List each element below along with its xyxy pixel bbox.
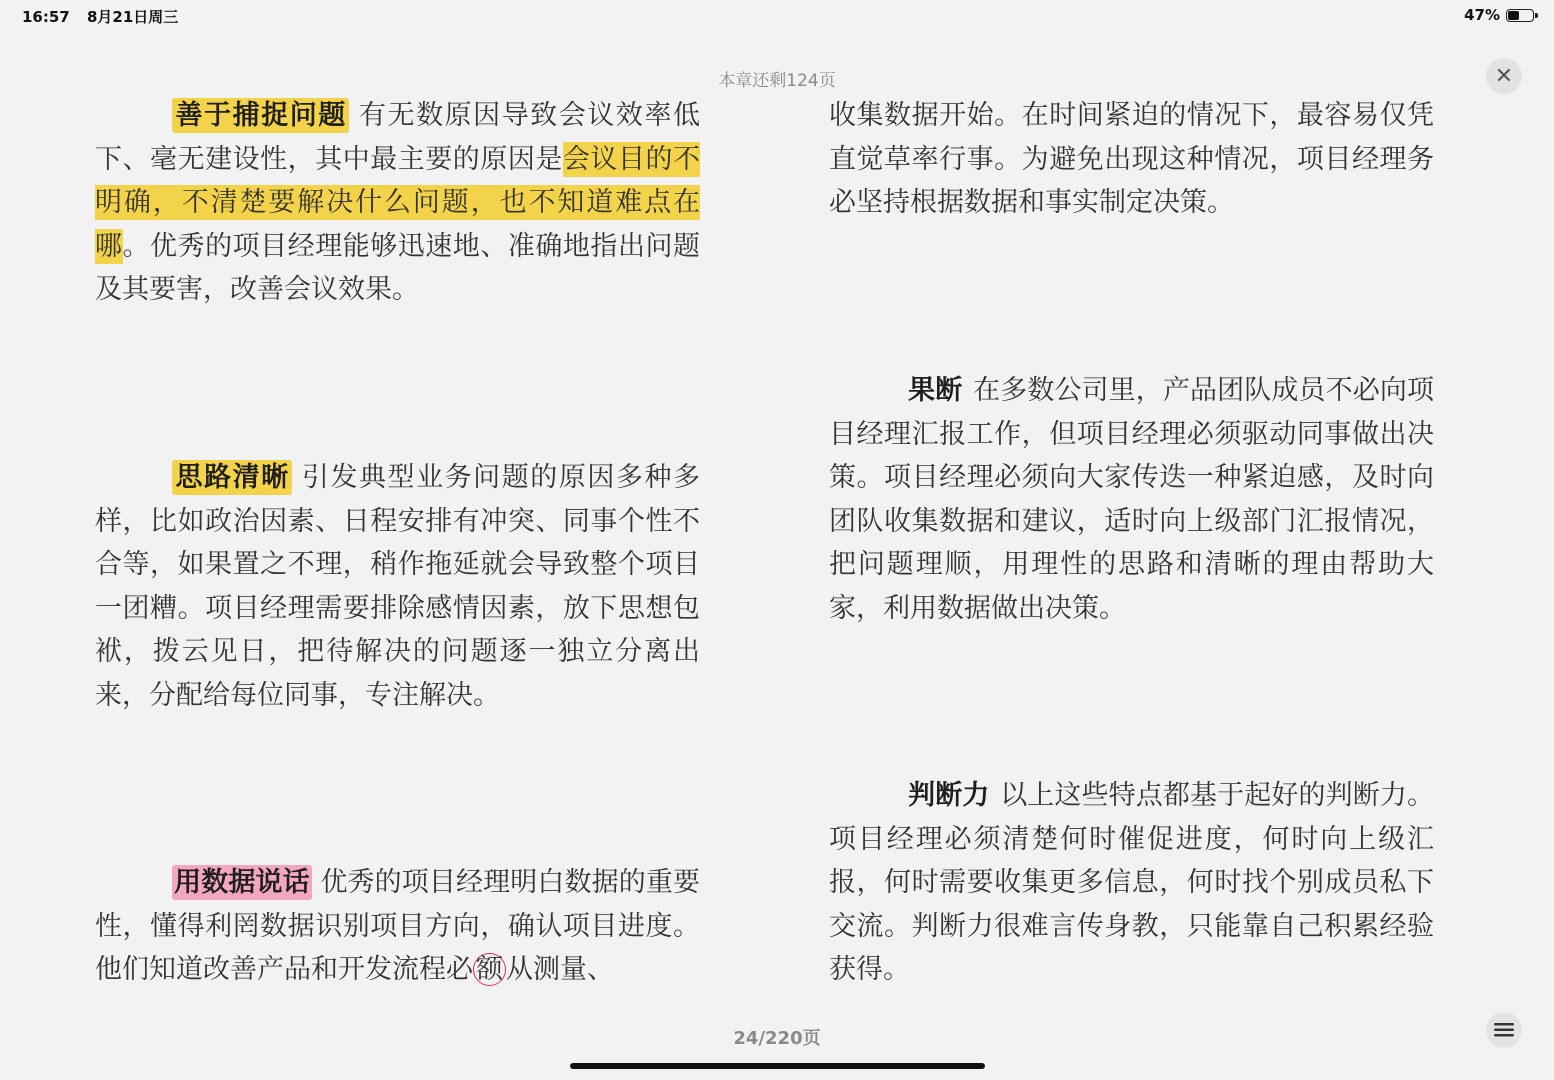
paragraph-text: 引发典型业务问题的原因多种多样，比如政治因素、日程安排有冲突、同事个性不合等，如果置之不理，稍作拖延就会导致整个项目一团糟。项目经理需要排除感情因素，放下思想包袱，拨云见日，把待解决的问题逐一独立分离出来，分配给每位同事，专注解决。 — [95, 462, 701, 711]
menu-icon — [1494, 1022, 1514, 1038]
battery-percent: 47% — [1464, 6, 1500, 24]
highlighted-text[interactable]: 会议目的不明确，不清楚要解决什么问题，也不知道难点在哪 — [95, 143, 701, 262]
paragraph-judgment — [829, 774, 1434, 992]
menu-button[interactable] — [1486, 1012, 1522, 1048]
section-heading: 判断力 — [908, 780, 990, 811]
highlighted-heading[interactable]: 善于捕捉问题 — [174, 100, 347, 131]
paragraph-decisive — [829, 369, 1434, 630]
paragraph-text: 有无数原因导致会议效率低下、毫无建设性，其中最主要的原因是 — [95, 100, 701, 175]
highlighted-heading[interactable]: 思路清晰 — [174, 462, 290, 493]
paragraph-text: 。优秀的项目经理能够迅速地、准确地指出问题及其要害，改善会议效果。 — [95, 230, 701, 305]
highlighted-heading[interactable]: 用数据说话 — [174, 867, 310, 898]
paragraph-text: 从测量、 — [506, 954, 614, 985]
status-bar-left — [22, 6, 190, 27]
status-bar-right — [1464, 6, 1534, 24]
paragraph-capture-problems — [95, 94, 700, 312]
section-heading: 果断 — [908, 375, 963, 406]
status-date: 8月21日周三 — [86, 8, 179, 26]
battery-fill — [1508, 11, 1519, 20]
close-button[interactable] — [1486, 58, 1522, 94]
chapter-remaining: 本章还剩124页 — [718, 71, 836, 91]
paragraph-text: 以上这些特点都基于起好的判断力。项目经理必须清楚何时催促进度，何时向上级汇报，何时需要收集更多信息，何时找个别成员私下交流。判断力很难言传身教，只能靠自己积累经验获得。 — [829, 780, 1434, 985]
home-indicator[interactable] — [570, 1063, 985, 1069]
paragraph-text: 优秀的项目经理明白数据的重要性，懂得利罔数据识别项目方向，确认项目进度。他们知道改善产品和开发流程必 — [95, 867, 701, 985]
close-icon: ✕ — [1494, 63, 1514, 89]
paragraph-text: 在多数公司里，产品团队成员不必向项目经理汇报工作，但项目经理必须驱动同事做出决策。项目经理必须向大家传迭一种紧迫感，及时向团队收集数据和建议，适时向上级部门汇报情况，把问题理顺，用理性的思路和清晰的理由帮助大家，利用数据做出决策。 — [829, 375, 1435, 624]
status-time: 16:57 — [22, 8, 70, 26]
page-indicator: 24/220页 — [733, 1028, 821, 1049]
paragraph-continued — [829, 94, 1434, 225]
paragraph-text: 收集数据开始。在时间紧迫的情况下，最容易仅凭直觉草率行事。为避免出现这种情况，项目经理务必坚持根据数据和事实制定决策。 — [829, 100, 1434, 218]
battery-icon — [1506, 9, 1534, 22]
circled-annotation[interactable]: 额 — [473, 953, 506, 986]
paragraph-clear-thinking — [95, 456, 700, 717]
paragraph-data-driven — [95, 861, 700, 992]
